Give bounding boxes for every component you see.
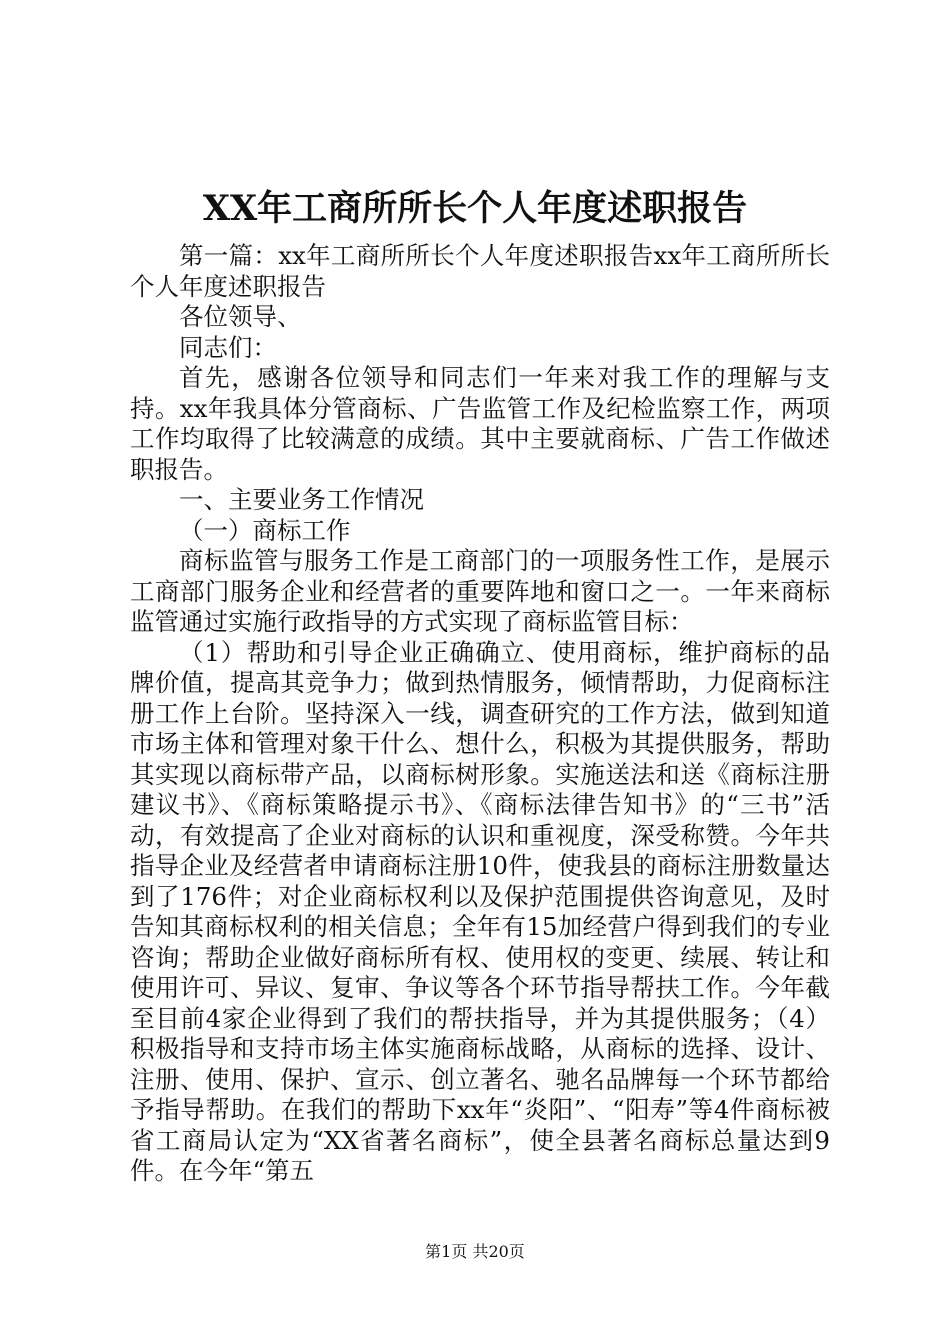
- paragraph: 第一篇：xx年工商所所长个人年度述职报告xx年工商所所长个人年度述职报告: [130, 241, 830, 301]
- paragraph: 同志们：: [179, 332, 277, 362]
- document-body: [130, 241, 830, 1187]
- paragraph: 各位领导、: [179, 302, 302, 331]
- subsection-heading: （一）商标工作: [179, 515, 351, 545]
- section-heading: 一、主要业务工作情况: [179, 485, 424, 514]
- paragraph: 商标监管与服务工作是工商部门的一项服务性工作，是展示工商部门服务企业和经营者的重要阵地和窗口之一。一年来商标监管通过实施行政指导的方式实现了商标监管目标：: [130, 546, 830, 636]
- page-number-footer: 第1页 共20页: [425, 1242, 525, 1261]
- paragraph: （1）帮助和引导企业正确确立、使用商标，维护商标的品牌价值，提高其竞争力；做到热情服务，倾情帮助，力促商标注册工作上台阶。坚持深入一线，调查研究的工作方法，做到知道市场主体和管理对象干什么、想什么，积极为其提供服务，帮助其实现以商标带产品，以商标树形象。实施送法和送《商标注册建议书》、《商标策略提示书》、《商标法律告知书》的“三书”活动，有效提高了企业对商标的认识和重视度，深受称赞。今年共指导企业及经营者申请商标注册10件，使我县的商标注册数量达到了176件；对企业商标权利以及保护范围提供咨询意见，及时告知其商标权利的相关信息；全年有15加经营户得到我们的专业咨询；帮助企业做好商标所有权、使用权的变更、续展、转让和使用许可、异议、复审、争议等各个环节指导帮扶工作。今年截至目前4家企业得到了我们的帮扶指导，并为其提供服务；（4）积极指导和支持市场主体实施商标战略，从商标的选择、设计、注册、使用、保护、宣示、创立著名、驰名品牌每一个环节都给予指导帮助。在我们的帮助下xx年“炎阳”、“阳寿”等4件商标被省工商局认定为“XX省著名商标”，使全县著名商标总量达到9件。在今年“第五: [130, 637, 830, 1185]
- paragraph: 首先，感谢各位领导和同志们一年来对我工作的理解与支持。xx年我具体分管商标、广告监管工作及纪检监察工作，两项工作均取得了比较满意的成绩。其中主要就商标、广告工作做述职报告。: [130, 363, 830, 484]
- document-title: XX年工商所所长个人年度述职报告: [202, 188, 748, 229]
